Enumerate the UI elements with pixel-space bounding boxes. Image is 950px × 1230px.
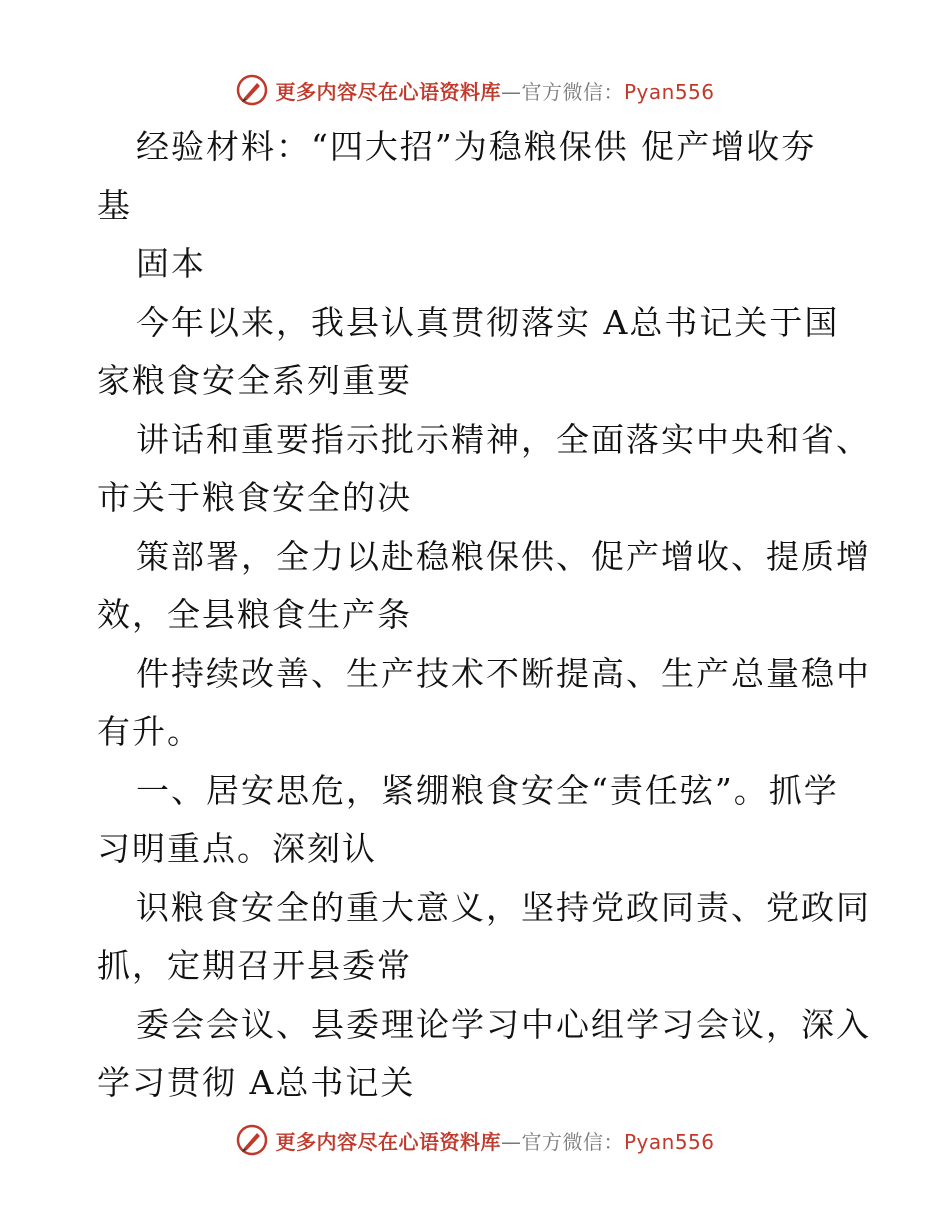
doc-line: 识粮食安全的重大意义，坚持党政同责、党政同 (136, 887, 871, 927)
doc-line: 委会会议、县委理论学习中心组学习会议，深入 (136, 1004, 871, 1044)
banner-wechat-label: —官方微信： (500, 1129, 624, 1154)
banner-text (275, 1126, 714, 1155)
pen-logo-icon (235, 73, 269, 107)
doc-line: 讲话和重要指示批示精神，全面落实中央和省、 (136, 419, 871, 459)
doc-line: 效，全县粮食生产条 (97, 595, 412, 634)
doc-line: 基 (97, 185, 132, 225)
doc-line: 习明重点。深刻认 (97, 829, 377, 868)
doc-line: 有升。 (97, 712, 202, 751)
pen-logo-icon (235, 1123, 269, 1157)
doc-line: 策部署，全力以赴稳粮保供、促产增收、提质增 (136, 536, 871, 576)
banner-wechat-id: Pyan556 (623, 1129, 715, 1154)
banner-site-name: 更多内容尽在心语资料库 (275, 79, 501, 104)
banner-wechat-id: Pyan556 (623, 79, 715, 104)
document-body (97, 118, 871, 1113)
doc-line: 抓，定期召开县委常 (97, 946, 412, 985)
doc-line: 经验材料：“四大招”为稳粮保供 促产增收夯 (136, 127, 817, 166)
doc-line: 件持续改善、生产技术不断提高、生产总量稳中 (136, 653, 871, 693)
doc-line: 固本 (136, 244, 206, 283)
doc-line: 学习贯彻 A总书记关 (97, 1063, 416, 1102)
header-watermark-banner (0, 70, 950, 110)
footer-watermark-banner (0, 1120, 950, 1160)
banner-site-name: 更多内容尽在心语资料库 (275, 1129, 501, 1154)
doc-line: 市关于粮食安全的决 (97, 478, 412, 517)
doc-line: 家粮食安全系列重要 (97, 361, 412, 400)
banner-wechat-label: —官方微信： (500, 79, 624, 104)
banner-text (275, 76, 714, 105)
doc-line: 一、居安思危，紧绷粮食安全“责任弦”。抓学 (136, 770, 839, 810)
doc-line: 今年以来，我县认真贯彻落实 A总书记关于国 (136, 302, 840, 342)
